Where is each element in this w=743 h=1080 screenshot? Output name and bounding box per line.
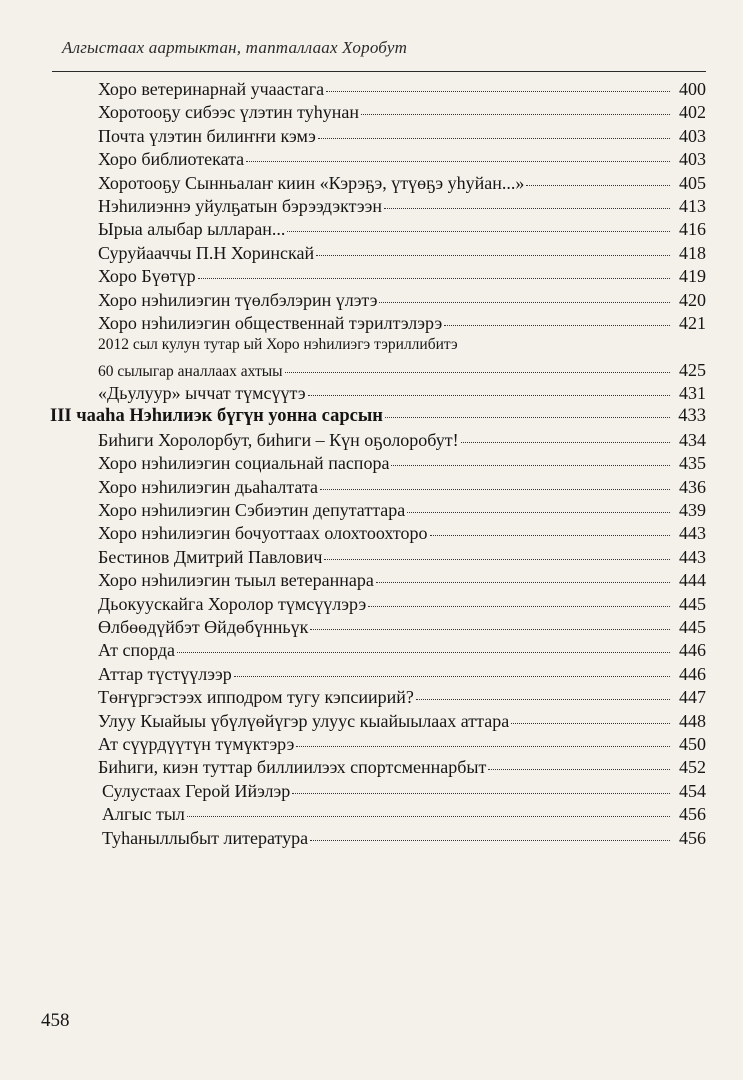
toc-entry-title: Туһаныллыбыт литература xyxy=(102,827,309,848)
toc-entry-title: Биһиги Хоролорбут, биһиги – Күн оҕолоробут! xyxy=(98,429,459,450)
dot-leader xyxy=(376,582,670,583)
toc-entry[interactable] xyxy=(0,804,743,827)
dot-leader xyxy=(361,114,670,115)
toc-entry-page: 439 xyxy=(679,500,706,521)
dot-leader xyxy=(379,302,670,303)
toc-entry-page: 445 xyxy=(679,616,706,637)
toc-entry[interactable] xyxy=(0,102,743,125)
toc-entry-title: Суруйааччы П.Н Хоринскай xyxy=(98,242,315,263)
toc-entry-title: Ат спорда xyxy=(98,640,176,661)
dot-leader xyxy=(198,278,670,279)
toc-entry-title: 60 сылыгар аналлаах ахтыы xyxy=(98,362,283,380)
toc-entry-page: 452 xyxy=(679,757,706,778)
toc-entry-page: 421 xyxy=(679,312,706,333)
toc-entry[interactable] xyxy=(0,523,743,546)
dot-leader xyxy=(310,629,670,630)
toc-entry[interactable] xyxy=(0,219,743,242)
dot-leader xyxy=(391,465,670,466)
toc-entry-page: 425 xyxy=(679,359,706,380)
dot-leader xyxy=(384,208,670,209)
toc-entry-title: 2012 сыл кулун тутар ый Хоро нэһилиэгэ тэриллибитэ xyxy=(98,336,458,354)
toc-entry-title: Нэһилиэннэ уйулҕатын бэрээдэктээн xyxy=(98,195,382,216)
toc-entry-title: Сулустаах Герой Ийэлэр xyxy=(102,780,291,801)
toc-entry-page: 403 xyxy=(679,149,706,170)
toc-entry-title: Хоро нэһилиэгин түөлбэлэрин үлэтэ xyxy=(98,289,378,310)
dot-leader xyxy=(488,769,670,770)
toc-chapter-heading[interactable] xyxy=(0,406,743,429)
toc-entry-page: 445 xyxy=(679,593,706,614)
toc-entry-title: Өлбөөдүйбэт Өйдөбүнньүк xyxy=(98,616,309,637)
toc-entry-title: Дьокуускайга Хоролор түмсүүлэрэ xyxy=(98,593,367,614)
toc-entry-title: Ат сүүрдүүтүн түмүктэрэ xyxy=(98,733,295,754)
dot-leader xyxy=(324,559,670,560)
toc-entry[interactable] xyxy=(0,617,743,640)
toc-entry-page: 450 xyxy=(679,733,706,754)
toc-entry[interactable] xyxy=(0,547,743,570)
toc-entry-page: 405 xyxy=(679,172,706,193)
toc-entry-page: 454 xyxy=(679,780,706,801)
toc-entry[interactable] xyxy=(0,290,743,313)
toc-entry[interactable] xyxy=(0,243,743,266)
toc-entry-title: Алгыс тыл xyxy=(102,804,185,825)
toc-entry[interactable] xyxy=(0,383,743,406)
toc-entry[interactable] xyxy=(0,453,743,476)
toc-entry-page: 433 xyxy=(678,406,706,427)
toc-entry-title: Хоро ветеринарнай учаастага xyxy=(98,79,325,99)
dot-leader xyxy=(511,723,670,724)
dot-leader xyxy=(526,185,670,186)
toc-entry-page: 413 xyxy=(679,195,706,216)
dot-leader xyxy=(368,606,670,607)
toc-entry-page: 443 xyxy=(679,523,706,544)
toc-entry-title: Хоро Бүөтүр xyxy=(98,266,196,287)
toc-entry-title: Хоро нэһилиэгин дьаһалтата xyxy=(98,476,319,497)
toc-entry-title: Почта үлэтин билиҥҥи кэмэ xyxy=(98,125,316,146)
toc-entry[interactable] xyxy=(0,477,743,500)
page-number: 458 xyxy=(41,1010,70,1031)
toc-entry-page: 444 xyxy=(679,570,706,591)
dot-leader xyxy=(310,840,670,841)
toc-entry-page: 418 xyxy=(679,242,706,263)
toc-entry-page: 456 xyxy=(679,804,706,825)
toc-entry-page: 431 xyxy=(679,383,706,404)
toc-entry-title: Хоро нэһилиэгин общественнай тэрилтэлэрэ xyxy=(98,312,443,333)
toc-entry-title: Хоро нэһилиэгин тыыл ветераннара xyxy=(98,570,374,591)
toc-entry[interactable] xyxy=(0,687,743,710)
toc-entry-title: Хоротооҕу сибээс үлэтин туһунан xyxy=(98,102,359,123)
toc-entry[interactable] xyxy=(0,79,743,102)
toc-entry-page: 402 xyxy=(679,102,706,123)
toc-entry-title: Аттар түстүүлээр xyxy=(98,663,232,684)
toc-entry[interactable] xyxy=(0,828,743,851)
dot-leader xyxy=(385,417,670,418)
dot-leader xyxy=(292,793,670,794)
toc-entry[interactable] xyxy=(0,781,743,804)
toc-entry-page: 456 xyxy=(679,827,706,848)
toc-entry-page: 400 xyxy=(679,79,706,99)
toc-entry[interactable] xyxy=(0,430,743,453)
dot-leader xyxy=(461,442,670,443)
toc-entry-page: 446 xyxy=(679,663,706,684)
dot-leader xyxy=(187,816,670,817)
toc-entry-page: 435 xyxy=(679,453,706,474)
toc-entry[interactable] xyxy=(0,640,743,663)
toc-entry[interactable] xyxy=(0,500,743,523)
toc-entry-page: 416 xyxy=(679,219,706,240)
toc-entry[interactable] xyxy=(0,711,743,734)
toc-entry-page: 448 xyxy=(679,710,706,731)
toc-entry-page: 403 xyxy=(679,125,706,146)
dot-leader xyxy=(318,138,670,139)
toc-entry-title: Улуу Кыайыы үбүлүөйүгэр улуус кыайыылаах аттара xyxy=(98,710,510,731)
toc-entry[interactable] xyxy=(0,734,743,757)
toc-entry-title: Хоро библиотеката xyxy=(98,149,245,170)
toc-entry-page: 447 xyxy=(679,687,706,708)
dot-leader xyxy=(308,395,670,396)
toc-entry-title: Ырыа алыбар ылларан... xyxy=(98,219,286,240)
toc-entry[interactable] xyxy=(0,266,743,289)
dot-leader xyxy=(246,161,670,162)
dot-leader xyxy=(285,372,670,373)
toc-entry-title: Хоро нэһилиэгин социальнай паспора xyxy=(98,453,390,474)
toc-entry[interactable] xyxy=(0,570,743,593)
toc-entry-title: Төҥүргэстээх ипподром тугу кэпсиирий? xyxy=(98,687,414,708)
toc-entry-title: Бестинов Дмитрий Павлович xyxy=(98,546,323,567)
toc-entry-title: III чааһа Нэһилиэк бүгүн уонна сарсын xyxy=(50,406,383,427)
dot-leader xyxy=(287,231,670,232)
toc-entry-title: Хоро нэһилиэгин бочуоттаах олохтоохторо xyxy=(98,523,428,544)
dot-leader xyxy=(320,489,670,490)
toc-entry[interactable] xyxy=(0,126,743,149)
dot-leader xyxy=(416,699,670,700)
toc-entry[interactable] xyxy=(0,757,743,780)
toc-entry-title: Хоротооҕу Сынньалаҥ киин «Кэрэҕэ, үтүөҕэ уһуйан...» xyxy=(98,172,525,193)
toc-entry-page: 420 xyxy=(679,289,706,310)
toc-entry[interactable] xyxy=(0,664,743,687)
toc-entry-page: 419 xyxy=(679,266,706,287)
toc-entry[interactable] xyxy=(0,173,743,196)
toc-entry-page: 436 xyxy=(679,476,706,497)
toc-entry-page: 443 xyxy=(679,546,706,567)
toc-entry-line2[interactable] xyxy=(0,360,743,383)
toc-entry-page: 446 xyxy=(679,640,706,661)
dot-leader xyxy=(444,325,670,326)
running-header: Алгыстаах аартыктан, тапталлаах Хоробут xyxy=(62,38,408,57)
dot-leader xyxy=(234,676,670,677)
toc-entry-title: «Дьулуур» ыччат түмсүүтэ xyxy=(98,383,306,404)
toc-entry-line1[interactable] xyxy=(0,336,743,359)
dot-leader xyxy=(177,652,670,653)
toc-entry[interactable] xyxy=(0,313,743,336)
table-of-contents xyxy=(0,79,743,851)
toc-entry[interactable] xyxy=(0,594,743,617)
dot-leader xyxy=(407,512,670,513)
dot-leader xyxy=(430,535,670,536)
toc-entry[interactable] xyxy=(0,149,743,172)
toc-entry[interactable] xyxy=(0,196,743,219)
header-rule xyxy=(52,71,706,72)
dot-leader xyxy=(296,746,670,747)
toc-entry-title: Хоро нэһилиэгин Сэбиэтин депутаттара xyxy=(98,500,406,521)
toc-entry-title: Биһиги, киэн туттар биллиилээх спортсменнарбыт xyxy=(98,757,487,778)
dot-leader xyxy=(326,91,670,92)
dot-leader xyxy=(316,255,670,256)
toc-entry-page: 434 xyxy=(679,429,706,450)
